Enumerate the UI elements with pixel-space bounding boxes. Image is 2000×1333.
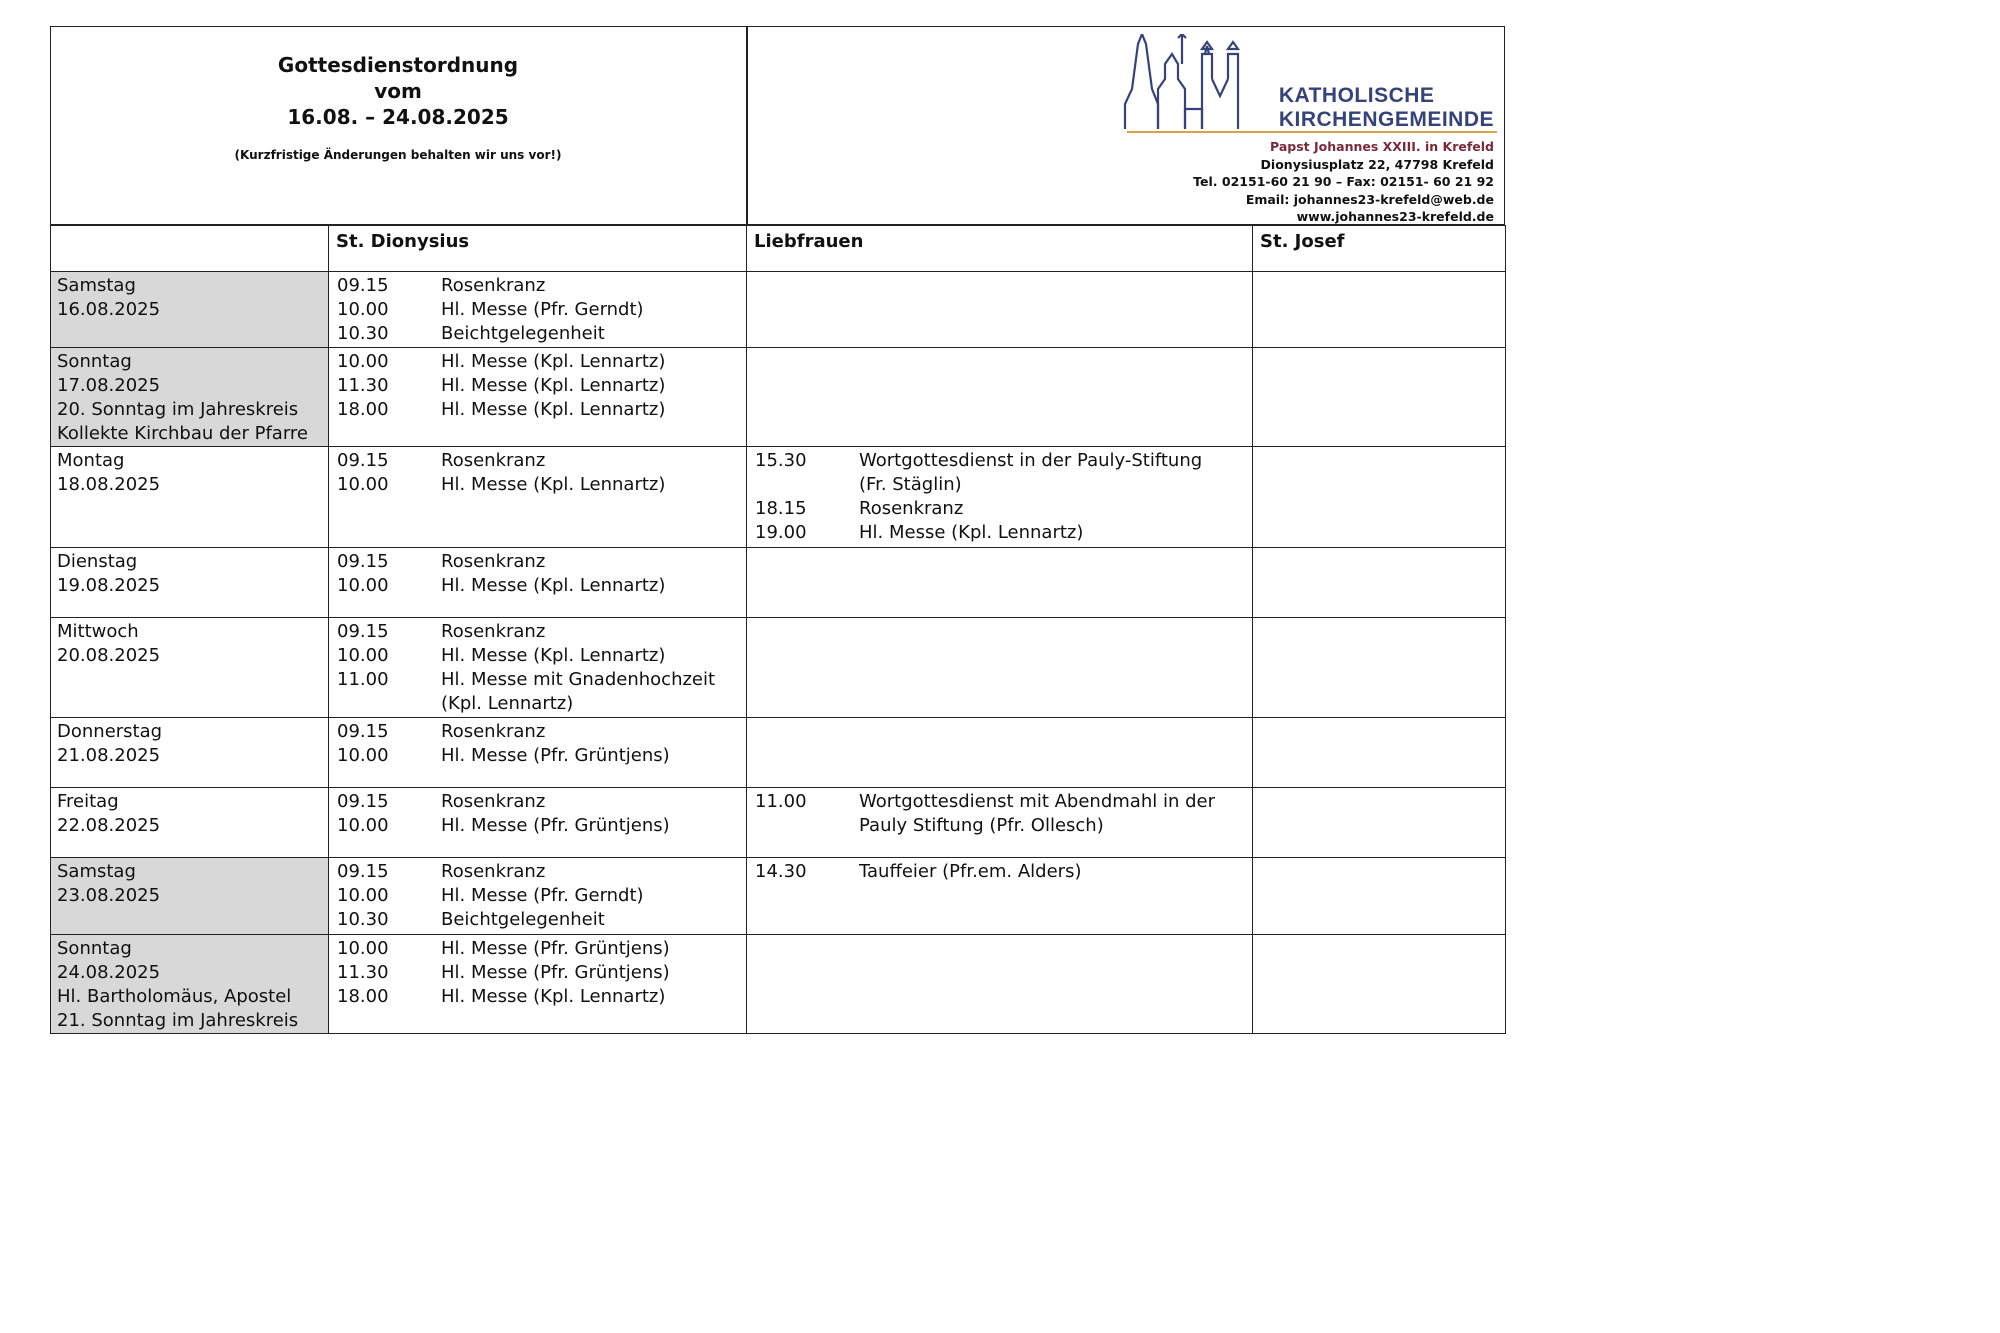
column-header-dionysius: St. Dionysius — [329, 226, 747, 272]
service-description: Rosenkranz — [859, 498, 964, 519]
service-description: Rosenkranz — [441, 861, 546, 882]
column-header-liebfrauen: Liebfrauen — [747, 226, 1253, 272]
day-line: 23.08.2025 — [57, 885, 161, 906]
page-title: Gottesdienstordnung — [277, 53, 519, 77]
service-entry — [337, 692, 746, 716]
josef-cell — [1253, 718, 1506, 788]
dionysius-cell — [329, 788, 747, 858]
day-line: 16.08.2025 — [57, 299, 161, 320]
day-cell — [51, 788, 329, 858]
day-line: Sonntag — [57, 938, 132, 959]
service-entry — [337, 790, 746, 814]
service-description: Hl. Messe (Kpl. Lennartz) — [441, 575, 666, 596]
service-entry — [337, 374, 746, 398]
service-entry — [337, 884, 746, 908]
dionysius-cell — [329, 858, 747, 935]
day-cell — [51, 858, 329, 935]
service-description: Hl. Messe (Pfr. Grüntjens) — [441, 962, 670, 983]
liebfrauen-cell — [747, 858, 1253, 935]
day-line: 17.08.2025 — [57, 375, 161, 396]
service-entry — [755, 814, 1252, 838]
service-entry — [337, 668, 746, 692]
service-description: Rosenkranz — [441, 621, 546, 642]
service-description: Hl. Messe (Kpl. Lennartz) — [441, 375, 666, 396]
service-description: Tauffeier (Pfr.em. Alders) — [859, 861, 1082, 882]
service-description: Hl. Messe (Kpl. Lennartz) — [441, 986, 666, 1007]
day-line: 19.08.2025 — [57, 575, 161, 596]
title-vom: vom — [374, 79, 422, 103]
day-line: Samstag — [57, 861, 136, 882]
org-name — [1279, 84, 1494, 132]
service-entry — [755, 521, 1252, 545]
day-line: Sonntag — [57, 351, 132, 372]
service-entry — [755, 473, 1252, 497]
table-row — [51, 935, 1506, 1034]
service-time — [337, 692, 441, 716]
table-row — [51, 348, 1506, 447]
service-time: 11.00 — [337, 669, 389, 690]
josef-cell — [1253, 272, 1506, 348]
email: Email: johannes23-krefeld@web.de — [1245, 191, 1494, 207]
service-entry — [337, 449, 746, 473]
service-description: Hl. Messe (Kpl. Lennartz) — [441, 399, 666, 420]
service-time: 10.30 — [337, 909, 389, 930]
service-time: 09.15 — [337, 721, 389, 742]
service-time: 10.00 — [337, 575, 389, 596]
service-time: 09.15 — [337, 791, 389, 812]
service-time: 10.30 — [337, 323, 389, 344]
address: Dionysiusplatz 22, 47798 Krefeld — [1260, 156, 1494, 172]
service-time: 09.15 — [337, 450, 389, 471]
liebfrauen-cell — [747, 447, 1253, 548]
liebfrauen-cell — [747, 618, 1253, 718]
service-description: Hl. Messe mit Gnadenhochzeit — [441, 669, 716, 690]
date-range: 16.08. – 24.08.2025 — [287, 105, 509, 129]
service-entry — [337, 744, 746, 768]
service-time: 10.00 — [337, 474, 389, 495]
service-time: 10.00 — [337, 938, 389, 959]
service-time: 15.30 — [755, 450, 807, 471]
service-entry — [337, 985, 746, 1009]
service-description: Hl. Messe (Pfr. Grüntjens) — [441, 815, 670, 836]
service-entry — [337, 720, 746, 744]
column-header-day — [51, 226, 329, 272]
service-entry — [337, 322, 746, 346]
day-line: 20.08.2025 — [57, 645, 161, 666]
liebfrauen-cell — [747, 935, 1253, 1034]
day-line: 22.08.2025 — [57, 815, 161, 836]
title-block — [50, 52, 746, 162]
service-description: (Kpl. Lennartz) — [441, 693, 574, 714]
service-description: Rosenkranz — [441, 791, 546, 812]
website: www.johannes23-krefeld.de — [1296, 209, 1494, 224]
day-line: 18.08.2025 — [57, 474, 161, 495]
service-entry — [337, 298, 746, 322]
dionysius-cell — [329, 618, 747, 718]
day-line: Samstag — [57, 275, 136, 296]
service-description: Rosenkranz — [441, 450, 546, 471]
service-time: 19.00 — [755, 522, 807, 543]
liebfrauen-cell — [747, 272, 1253, 348]
service-description: Hl. Messe (Kpl. Lennartz) — [441, 645, 666, 666]
josef-cell — [1253, 348, 1506, 447]
service-description: Rosenkranz — [441, 551, 546, 572]
service-entry — [337, 550, 746, 574]
table-row — [51, 447, 1506, 548]
service-description: (Fr. Stäglin) — [859, 474, 962, 495]
liebfrauen-cell — [747, 348, 1253, 447]
service-description: Beichtgelegenheit — [441, 909, 605, 930]
service-entry — [337, 473, 746, 497]
table-row — [51, 718, 1506, 788]
service-time: 18.00 — [337, 399, 389, 420]
day-cell — [51, 272, 329, 348]
church-skyline-logo — [1120, 34, 1280, 134]
day-cell — [51, 348, 329, 447]
service-entry — [337, 937, 746, 961]
josef-cell — [1253, 618, 1506, 718]
table-row — [51, 788, 1506, 858]
service-time: 10.00 — [337, 885, 389, 906]
service-description: Rosenkranz — [441, 275, 546, 296]
service-entry — [337, 398, 746, 422]
service-time: 10.00 — [337, 351, 389, 372]
service-entry — [755, 790, 1252, 814]
service-time: 09.15 — [337, 275, 389, 296]
day-cell — [51, 548, 329, 618]
table-row — [51, 858, 1506, 935]
service-time: 18.00 — [337, 986, 389, 1007]
dionysius-cell — [329, 718, 747, 788]
service-time: 10.00 — [337, 299, 389, 320]
day-line: Freitag — [57, 791, 119, 812]
parish-name: Papst Johannes XXIII. in Krefeld — [1270, 139, 1494, 154]
table-row — [51, 618, 1506, 718]
header-divider — [746, 26, 748, 225]
day-cell — [51, 935, 329, 1034]
dionysius-cell — [329, 447, 747, 548]
service-time — [755, 814, 859, 838]
service-description: Hl. Messe (Pfr. Gerndt) — [441, 885, 644, 906]
service-description: Wortgottesdienst mit Abendmahl in der — [859, 791, 1215, 812]
service-entry — [337, 274, 746, 298]
service-description: Hl. Messe (Kpl. Lennartz) — [441, 351, 666, 372]
day-cell — [51, 618, 329, 718]
service-time: 14.30 — [755, 861, 807, 882]
org-name-line2: KIRCHENGEMEINDE — [1278, 108, 1494, 131]
dionysius-cell — [329, 935, 747, 1034]
day-cell — [51, 447, 329, 548]
service-description: Hl. Messe (Pfr. Grüntjens) — [441, 745, 670, 766]
service-entry — [755, 449, 1252, 473]
service-entry — [337, 961, 746, 985]
josef-cell — [1253, 858, 1506, 935]
day-line: Donnerstag — [57, 721, 163, 742]
josef-cell — [1253, 935, 1506, 1034]
service-time: 09.15 — [337, 861, 389, 882]
day-line: Dienstag — [57, 551, 138, 572]
liebfrauen-cell — [747, 788, 1253, 858]
service-entry — [337, 350, 746, 374]
josef-cell — [1253, 447, 1506, 548]
service-time: 09.15 — [337, 621, 389, 642]
service-time: 10.00 — [337, 645, 389, 666]
josef-cell — [1253, 548, 1506, 618]
day-line: Montag — [57, 450, 125, 471]
day-line: 21.08.2025 — [57, 745, 161, 766]
table-row — [51, 272, 1506, 348]
phone-fax: Tel. 02151-60 21 90 – Fax: 02151- 60 21 92 — [1193, 174, 1494, 189]
service-description: Hl. Messe (Pfr. Grüntjens) — [441, 938, 670, 959]
josef-cell — [1253, 788, 1506, 858]
dionysius-cell — [329, 272, 747, 348]
service-entry — [337, 644, 746, 668]
service-entry — [337, 620, 746, 644]
liebfrauen-cell — [747, 718, 1253, 788]
service-entry — [337, 814, 746, 838]
day-cell — [51, 718, 329, 788]
service-entry — [755, 497, 1252, 521]
day-line: 24.08.2025 — [57, 962, 161, 983]
service-entry — [337, 860, 746, 884]
service-description: Wortgottesdienst in der Pauly-Stiftung — [859, 450, 1203, 471]
service-description: Hl. Messe (Pfr. Gerndt) — [441, 299, 644, 320]
service-time: 11.30 — [337, 962, 389, 983]
service-time: 11.00 — [755, 791, 807, 812]
column-header-row — [51, 226, 1506, 272]
day-line: Kollekte Kirchbau der Pfarre — [57, 423, 308, 444]
service-time: 11.30 — [337, 375, 389, 396]
table-row — [51, 548, 1506, 618]
org-name-line1: KATHOLISCHE — [1278, 84, 1435, 107]
service-time — [755, 473, 859, 497]
service-entry — [755, 860, 1252, 884]
dionysius-cell — [329, 348, 747, 447]
dionysius-cell — [329, 548, 747, 618]
contact-block — [1193, 138, 1494, 226]
service-entry — [337, 908, 746, 932]
day-line: Hl. Bartholomäus, Apostel — [57, 986, 292, 1007]
column-header-josef: St. Josef — [1253, 226, 1506, 272]
service-entry — [337, 574, 746, 598]
service-description: Pauly Stiftung (Pfr. Ollesch) — [859, 815, 1104, 836]
liebfrauen-cell — [747, 548, 1253, 618]
org-underline — [1127, 131, 1497, 133]
service-time: 10.00 — [337, 815, 389, 836]
service-description: Rosenkranz — [441, 721, 546, 742]
service-description: Beichtgelegenheit — [441, 323, 605, 344]
day-line: 21. Sonntag im Jahreskreis — [57, 1010, 299, 1031]
schedule-table — [50, 225, 1506, 1034]
service-time: 10.00 — [337, 745, 389, 766]
service-time: 09.15 — [337, 551, 389, 572]
change-note: (Kurzfristige Änderungen behalten wir uns vor!) — [234, 148, 562, 162]
service-time: 18.15 — [755, 498, 807, 519]
day-line: Mittwoch — [57, 621, 139, 642]
day-line: 20. Sonntag im Jahreskreis — [57, 399, 299, 420]
service-description: Hl. Messe (Kpl. Lennartz) — [859, 522, 1084, 543]
service-description: Hl. Messe (Kpl. Lennartz) — [441, 474, 666, 495]
